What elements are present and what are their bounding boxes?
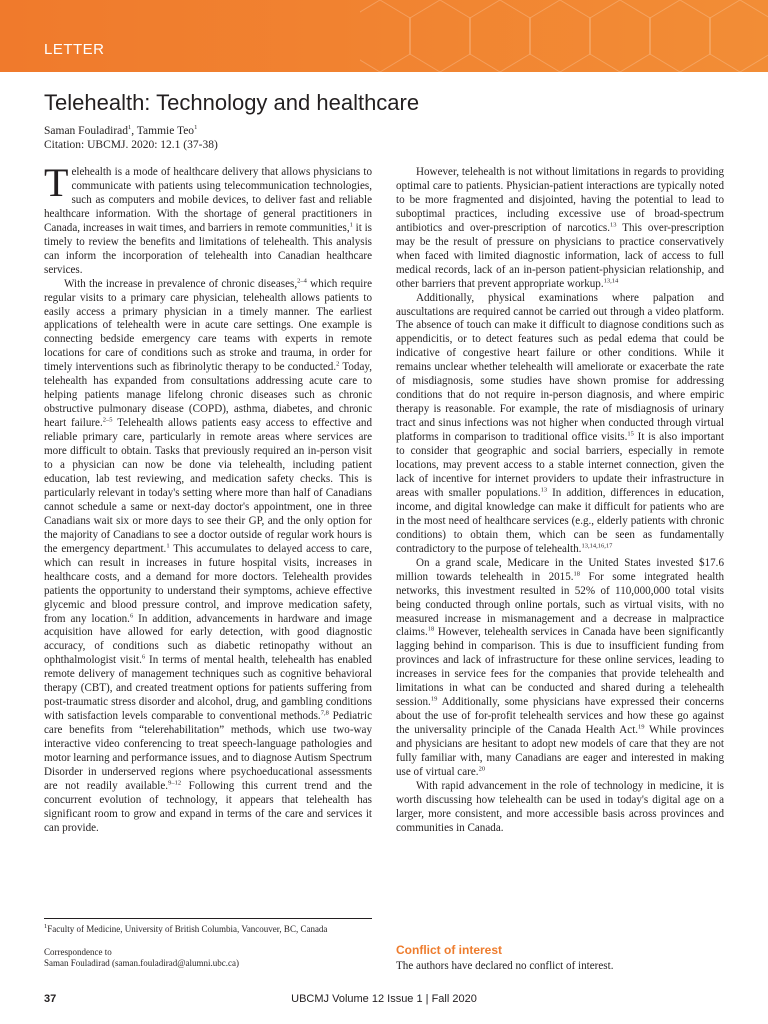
reference-marker: 13 [610,221,617,229]
body-paragraph [44,278,372,836]
page-number: 37 [44,993,57,1005]
affiliation-marker: 1 [128,124,132,132]
body-text: However, telehealth services in Canada have been significantly lagging behind in comparison. This is due to insufficient funding from provinces and lack of infrastructure for these online services, leading to increases in service fees for the companies that provide telehealth and limitations in what can be conducted and shared during a telehealth session. [396,626,724,709]
reference-marker: 18 [427,625,435,633]
affiliation-marker: 1 [194,124,198,132]
body-text: Pediatric care benefits from “telerehabilitation” methods, which use two-way interactive video conferencing to treat speech-language pathologies and motor learning and performance issues, and to diagnose Autism Spectrum Disorder in underserved regions where psychoeducational assessments are not readily available. [44,710,372,792]
body-text: In terms of mental health, telehealth has enabled remote delivery of management techniques such as cognitive behavioral therapy (CBT), and created treatment options for patients suffering from post-traumatic stress disorder and alcohol, drug, and gambling conditions with satisfaction levels comparable to conventional methods. [44,654,372,723]
affiliation-text: Faculty of Medicine, University of British Columbia, Vancouver, BC, Canada [47,924,328,934]
journal-footer: UBCMJ Volume 12 Issue 1 | Fall 2020 [291,993,477,1005]
reference-marker: 13,14,16,17 [581,542,613,550]
reference-marker: 18 [573,569,581,577]
body-paragraph [396,166,724,292]
footnotes [44,924,372,969]
conflict-of-interest-heading: Conflict of interest [396,943,503,957]
reference-marker: 7,8 [320,709,329,717]
author-name: Tammie Teo [136,125,195,137]
author-list [44,124,197,138]
body-text: With the increase in prevalence of chronic diseases, [64,277,298,290]
affiliation-note [44,924,372,935]
correspondence-label: Correspondence to [44,947,112,957]
reference-marker: 13 [540,486,548,494]
section-label: LETTER [44,41,105,58]
body-text: Today, telehealth has expanded from consultations addressing acute care to helping patients manage lifelong chronic diseases such as chronic obstructive pulmonary disease (COPD), asthma, diabetes, and chronic heart failure. [44,361,372,430]
reference-marker: 2–5 [102,416,113,424]
reference-marker: 15 [627,430,634,438]
banner-pattern [360,0,768,72]
footnote-divider [44,918,372,919]
body-text: On a grand scale, Medicare in the United States invested $17.6 million towards telehealth in 2015. [396,556,724,583]
reference-marker: 9–12 [168,779,182,787]
author-name: Saman Fouladirad [44,125,128,137]
body-text: which require regular visits to a primary care physician, telehealth allows patients to easily access a primary physician in a timely manner. The earliest applications of telehealth were in acute care settings. One example is connecting bedside emergency care teams with experts in remote locations for care of conditions such as stroke and trauma, in order for timely interventions such as fibrinolytic therapy to be conducted. [44,277,373,374]
body-text: Additionally, physical examinations where palpation and auscultations are required cannot be carried out through a video platform. The absence of touch can make it difficult to diagnose conditions such as appendicitis, or to detect features such as pedal edema that could be indicative of congestive heart failure or other conditions. While it remains unclear whether telehealth will ameliorate or exacerbate the rate of misdiagnosis, some studies have shown promise for addressing conditions that do not require in-person diagnosis, and where empiric therapy is reasonable. For example, the rate of misdiagnosis of urinary tract and sinus infections was not higher when conducted through virtual platforms in comparison to traditional office visits. [396,291,724,444]
body-text: This accumulates to delayed access to care, which can result in increases in future hospital visits, increases in healthcare costs, and a demand for more doctors. Telehealth provides patients the opportunity to understand their symptoms, achieve effective glycemic and blood pressure control, and improve medication safety, from any location. [44,542,372,625]
body-paragraph [396,780,724,836]
body-text: Additionally, some physicians have expressed their concerns about the use of for-profit telehealth services and how these go against the universality principle of the Canada Health Act. [396,696,724,737]
reference-marker: 2 [336,360,340,368]
body-text: It is also important to consider that geographic and social barriers, especially in remote locations, may prevent access to a stable internet connection, given the lack of incentive for internet providers to update their infrastructure in areas with smaller populations. [396,431,724,499]
reference-marker: 6 [141,653,146,661]
body-text: With rapid advancement in the role of technology in medicine, it is worth discussing how telehealth can be used in today's digital age on a larger, more consistent, and more accessible basis across provinces and communities in Canada. [396,779,724,834]
reference-marker: 13,14 [603,276,619,284]
reference-marker: 1 [349,221,353,229]
body-text: it is timely to review the benefits and limitations of telehealth. This analysis can inform the incorporation of telehealth into Canadian healthcare services. [44,221,372,276]
body-paragraph [396,292,724,557]
reference-marker: 1 [166,542,170,550]
reference-marker: 19 [430,695,438,703]
author-separator: , [131,125,137,137]
reference-marker: 6 [129,611,134,619]
body-text: For some integrated health networks, this investment resulted in 52% of 110,000,000 total visits being conducted through online portals, such as virtual visits, with no measured increase in mismanagement and a decrease in malpractice claims. [396,570,724,639]
body-text: In addition, differences in education, income, and digital knowledge can make it difficult for patients who are in the most need of healthcare services (e.g., elderly patients with chronic conditions) to obtain them, which can be seen as fundamentally contradictory to the purpose of telehealth. [396,486,724,555]
conflict-of-interest-text: The authors have declared no conflict of interest. [396,960,614,972]
body-paragraph [396,557,724,780]
body-text: This over-prescription may be the result of pressure on physicians to practice conservatively when faced with limited diagnostic information, lack of access to full medical records, lack of an in-person patient-physician relationship, and other barriers that prevent appropriate workup. [396,221,724,290]
right-column [396,166,724,836]
article-title: Telehealth: Technology and healthcare [44,90,420,115]
body-text: elehealth is a mode of healthcare delivery that allows physicians to communicate with patients using telecommunication technologies, such as computers and mobile devices, to deliver fast and reliable healthcare information. With the shortage of general practitioners in Canada, increases in wait times, and barriers in remote communities, [44,166,372,234]
reference-marker: 19 [638,723,645,731]
drop-cap: T [44,160,69,205]
left-column [44,160,373,836]
body-text: Telehealth allows patients easy access to effective and reliable primary care, particularly in remote areas where services are more difficult to obtain. Tasks that previously required an in-person visit to a physician can now be done via telehealth, including patient education, lab test reviewing, and medication safety checks. This is particularly relevant in today's setting where more than half of Canadians cannot schedule a same or next-day doctor's appointment, one in three Canadians wait six or more days to see their GP, and the only option for the majority of Canadians to see a doctor outside of regular work hours is the emergency department. [44,417,373,555]
body-text: In addition, advancements in hardware and image acquisition have allowed for early detection, with good diagnostic accuracy, of conditions such as diabetic retinopathy without an ophthalmologist visit. [44,612,372,667]
body-text: While provinces and physicians are hesitant to adopt new models of care that they are not fully familiar with, many Canadians are eager and interested in making use of virtual care. [396,724,724,778]
reference-marker: 20 [478,765,486,773]
reference-marker: 2–4 [297,276,307,284]
section-banner [0,0,768,72]
citation: Citation: UBCMJ. 2020: 12.1 (37-38) [44,139,218,151]
body-paragraph [44,160,372,278]
correspondence-text: Saman Fouladirad (saman.fouladirad@alumni.ubc.ca) [44,958,239,968]
body-text: Following this current trend and the concurrent evolution of technology, it appears that telehealth has significant room to grow and expand in terms of the care and services it can provide. [44,779,372,834]
affiliation-marker: 1 [44,923,48,930]
body-text: However, telehealth is not without limitations in regards to providing optimal care to patients. Physician-patient interactions are typically noted to be more fragmented and disjointed, having the potential to lead to suboptimal practices, including excessive use of broad-spectrum antibiotics and over-prescription of narcotics. [396,166,724,234]
